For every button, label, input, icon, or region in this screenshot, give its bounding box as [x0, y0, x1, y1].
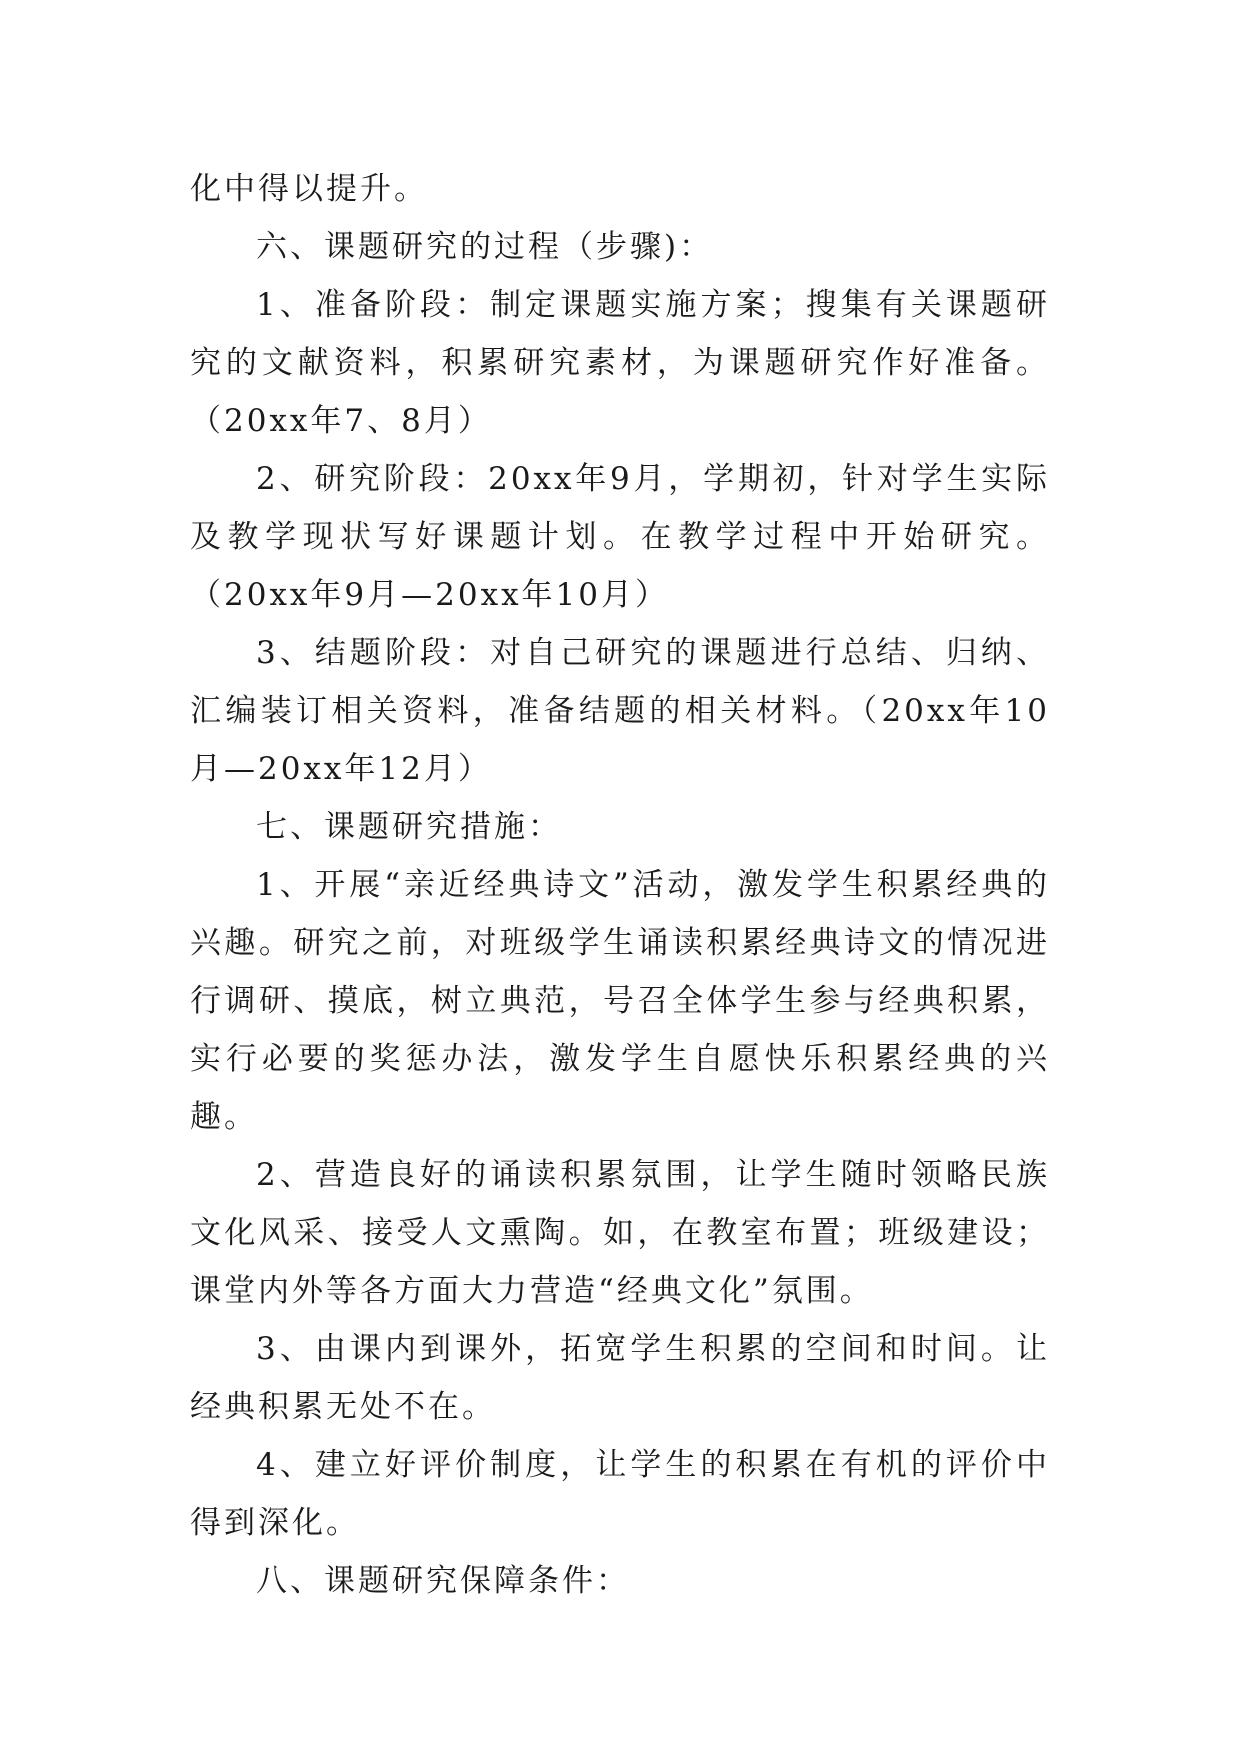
section-heading-process: 六、课题研究的过程（步骤)： — [256, 229, 714, 265]
paragraph-measure-4: 4、建立好评价制度，让学生的积累在有机的评价中得到深化。 — [190, 1447, 1050, 1541]
paragraph-measure-1: 1、开展“亲近经典诗文”活动，激发学生积累经典的兴趣。研究之前，对班级学生诵读积累经典诗文的情况进行调研、摸底，树立典范，号召全体学生参与经典积累，实行必要的奖惩办法，激发学生自愿快乐积累经典的兴趣。 — [190, 867, 1050, 1135]
section-heading-measures: 七、课题研究措施： — [256, 809, 562, 845]
paragraph-research-stage: 2、研究阶段：20xx年9月，学期初，针对学生实际及教学现状写好课题计划。在教学过程中开始研究。（20xx年9月—20xx年10月） — [190, 461, 1050, 613]
paragraph-continuation: 化中得以提升。 — [190, 171, 428, 207]
paragraph-measure-2: 2、营造良好的诵读积累氛围，让学生随时领略民族文化风采、接受人文熏陶。如，在教室布置；班级建设；课堂内外等各方面大力营造“经典文化”氛围。 — [190, 1157, 1050, 1309]
paragraph-conclusion-stage: 3、结题阶段：对自己研究的课题进行总结、归纳、汇编装订相关资料，准备结题的相关材料。（20xx年10月—20xx年12月） — [190, 635, 1050, 787]
section-heading-support: 八、课题研究保障条件： — [256, 1563, 630, 1599]
paragraph-preparation-stage: 1、准备阶段：制定课题实施方案；搜集有关课题研究的文献资料，积累研究素材，为课题研究作好准备。（20xx年7、8月） — [190, 287, 1050, 439]
paragraph-measure-3: 3、由课内到课外，拓宽学生积累的空间和时间。让经典积累无处不在。 — [190, 1331, 1050, 1425]
document-body — [190, 160, 1050, 1610]
